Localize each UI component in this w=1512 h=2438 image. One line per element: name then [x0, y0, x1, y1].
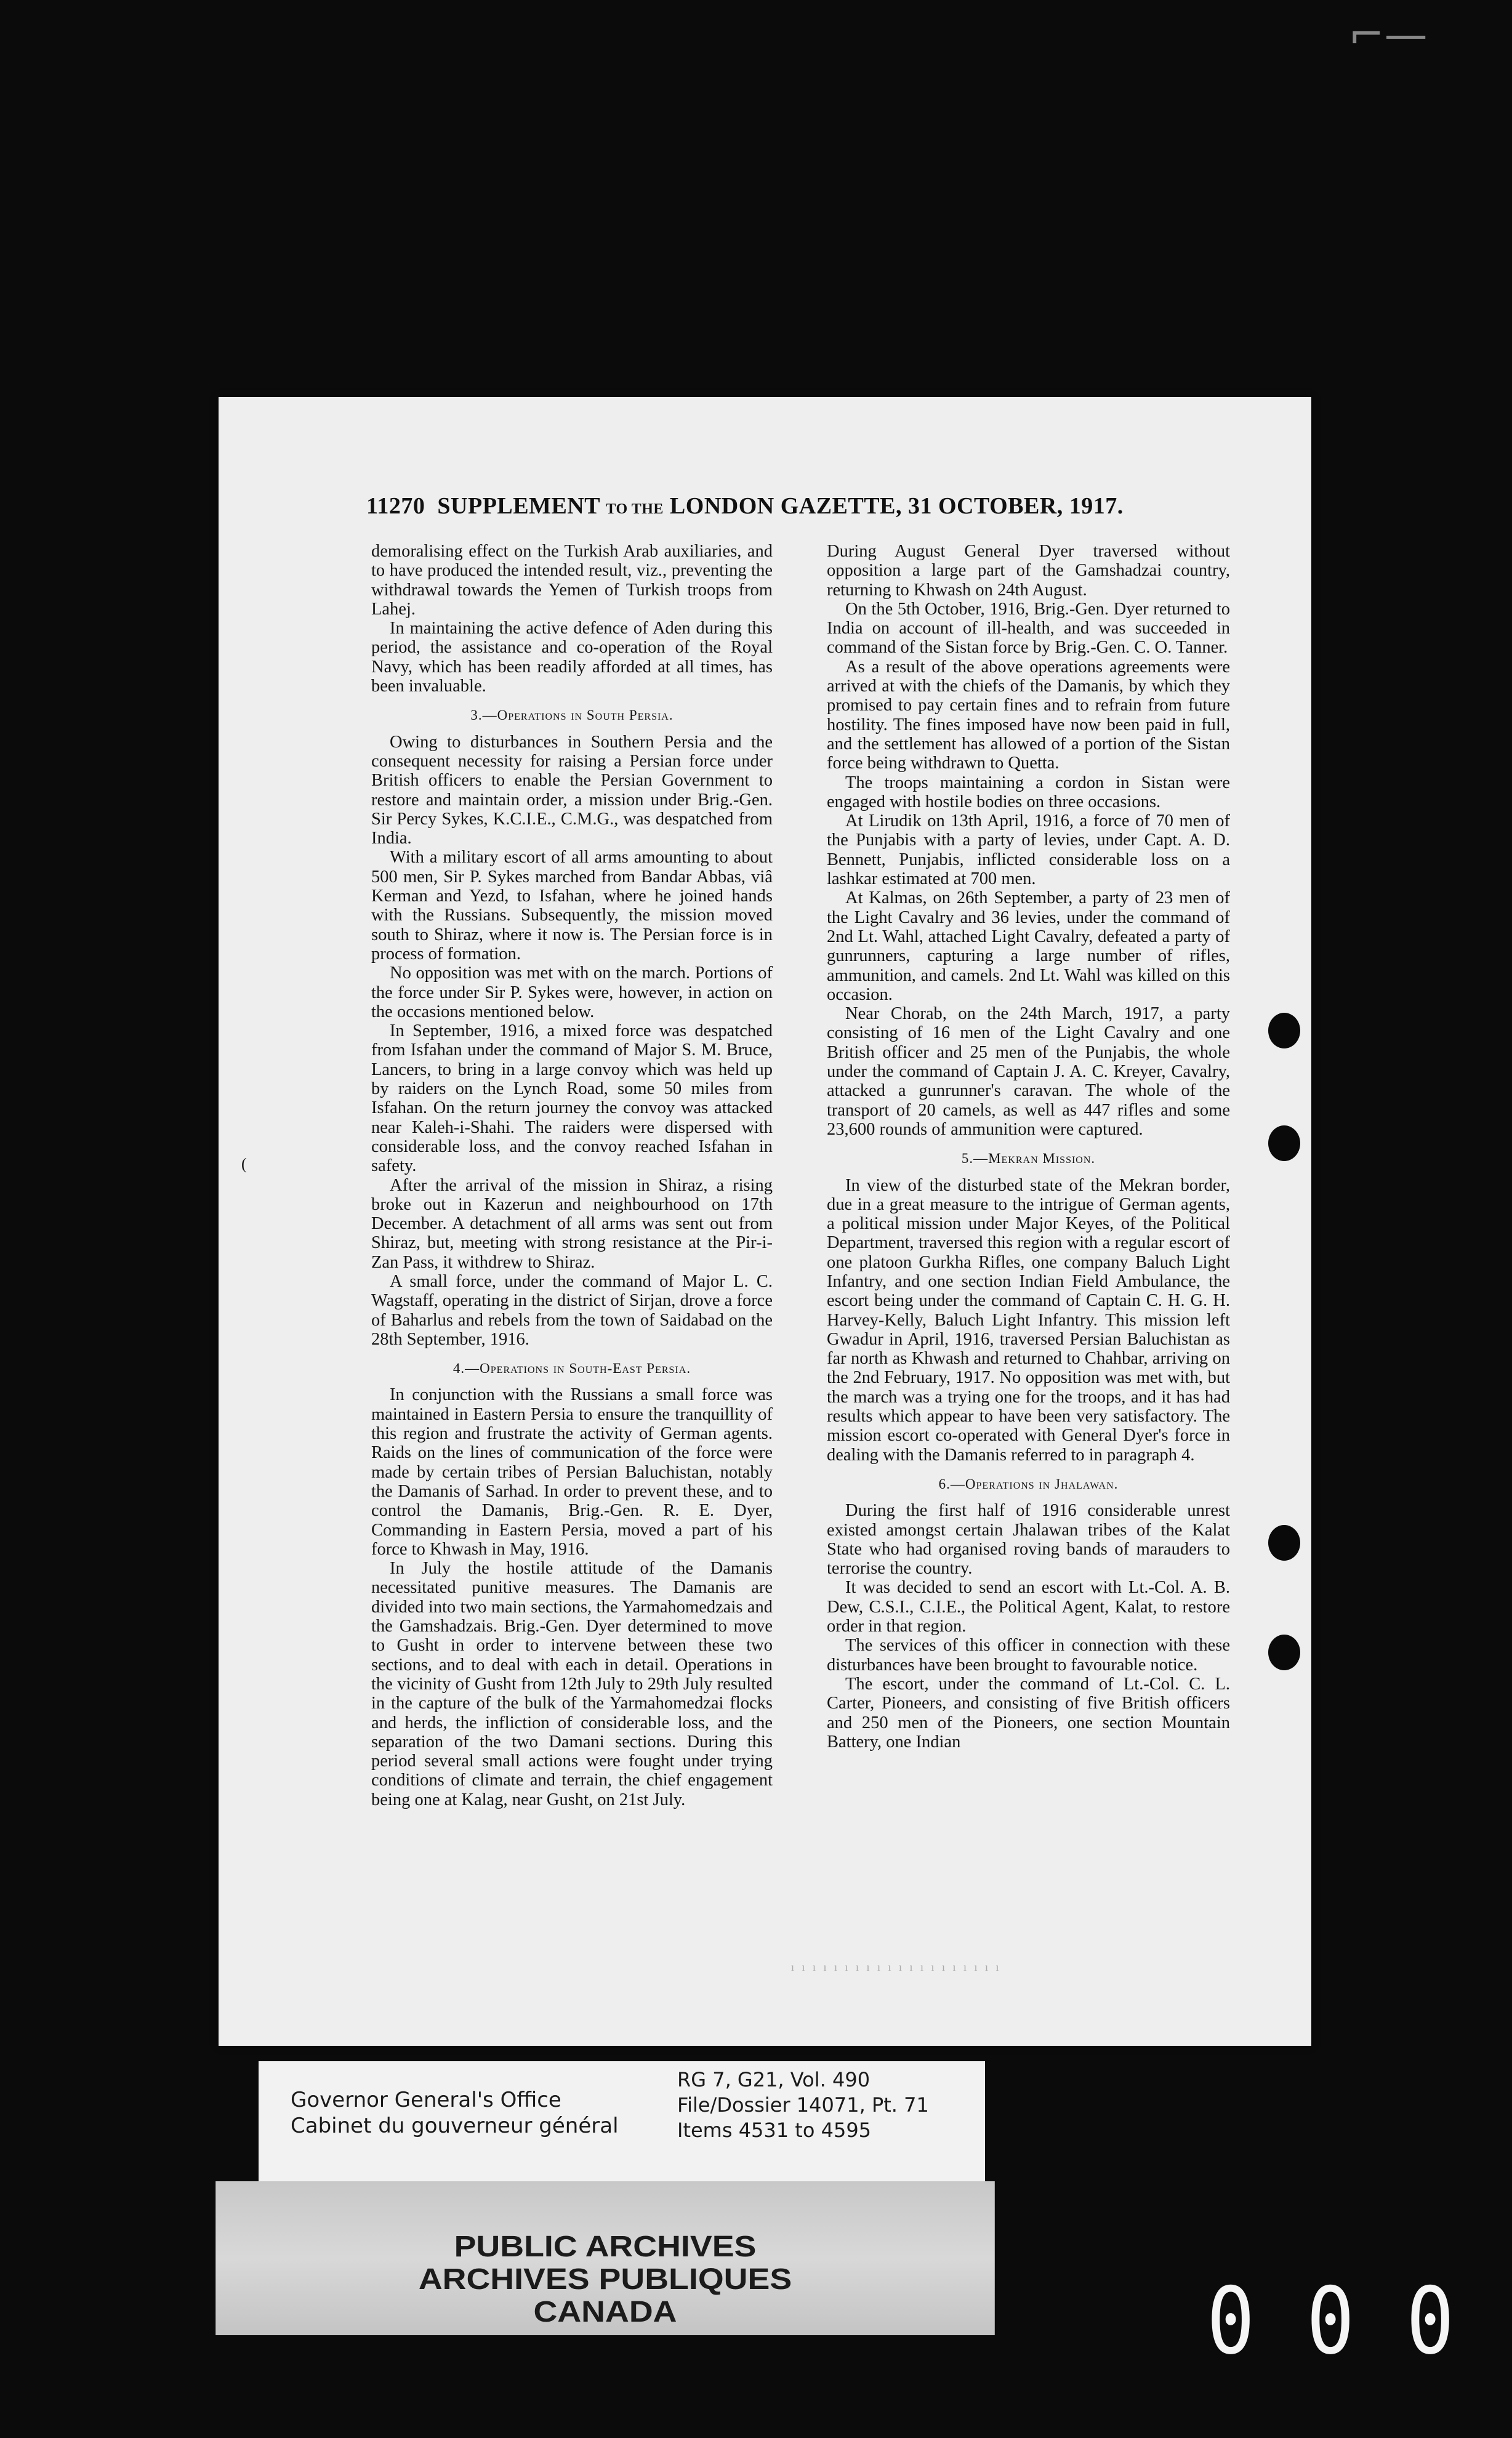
header-gazette: LONDON GAZETTE,	[669, 493, 902, 519]
file-number: File/Dossier 14071, Pt. 71	[677, 2093, 929, 2117]
frame-counter	[1207, 2267, 1490, 2375]
punch-hole	[1268, 1125, 1300, 1161]
archives-country: CANADA	[533, 2296, 677, 2328]
right-column	[827, 542, 1230, 1752]
paragraph: The services of this officer in connection with these disturbances have been brought to favourable notice.	[827, 1636, 1230, 1675]
paragraph: Owing to disturbances in Southern Persia and the consequent necessity for raising a Persian force under British officers to enable the Persian Government to restore and maintain order, a mission under Brig.-Gen. Sir Percy Sykes, K.C.I.E., C.M.G., was despatched from India.	[371, 732, 773, 848]
paragraph: In September, 1916, a mixed force was despatched from Isfahan under the command of Major S. M. Bruce, Lancers, to bring in a large convoy which was held up by raiders on the Lynch Road, some 50 miles from Isfahan. On the return journey the convoy was attacked near Kaleh-i-Shahi. The raiders were dispersed with considerable loss, and the convoy reached Isfahan in safety.	[371, 1021, 773, 1176]
paragraph: In July the hostile attitude of the Damanis necessitated punitive measures. The Damanis are divided into two main sections, the Yarmahomedzais and the Gamshadzais. Brig.-Gen. Dyer determined to move to Gusht in order to intervene between these two sections, and to deal with each in detail. Operations in the vicinity of Gusht from 12th July to 29th July resulted in the capture of the bulk of the Yarmahomedzai flocks and herds, the infliction of considerable loss, and the separation of the two Damani sections. During this period several small actions were fought under trying conditions of climate and terrain, the chief engagement being one at Kalag, near Gusht, on 21st July.	[371, 1559, 773, 1809]
paragraph: Near Chorab, on the 24th March, 1917, a party consisting of 16 men of the Light Cavalry and one British officer and 25 men of the Punjabis, the whole under the command of Captain J. A. C. Kreyer, Cavalry, attacked a gunrunner's caravan. The whole of the transport of 20 camels, as well as 447 rifles and some 23,600 rounds of ammunition were captured.	[827, 1004, 1230, 1139]
gazette-page	[219, 397, 1311, 2046]
paragraph: It was decided to send an escort with Lt.-Col. A. B. Dew, C.S.I., C.I.E., the Political Agent, Kalat, to restore order in that region.	[827, 1578, 1230, 1636]
page-header	[366, 493, 1204, 520]
punch-hole	[1268, 1525, 1300, 1561]
item-range: Items 4531 to 4595	[677, 2118, 872, 2142]
paragraph: In maintaining the active defence of Aden during this period, the assistance and co-operation of the Royal Navy, which has been readily afforded at all times, has been invaluable.	[371, 619, 773, 696]
paragraph: In conjunction with the Russians a small force was maintained in Eastern Persia to ensure the tranquillity of this region and frustrate the activity of German agents. Raids on the lines of communication of the force were made by certain tribes of Persian Baluchistan, notably the Damanis of Sarhad. In order to prevent these, and to control the Damanis, Brig.-Gen. R. E. Dyer, Commanding in Eastern Persia, moved a part of his force to Khwash in May, 1916.	[371, 1385, 773, 1559]
bleed-through-marks: ı ı ı ı ı ı ı ı ı ı ı ı ı ı ı ı ı ı ı ı	[791, 1961, 1002, 1973]
paragraph: The escort, under the command of Lt.-Col. C. L. Carter, Pioneers, and consisting of five British officers and 250 men of the Pioneers, one section Mountain Battery, one Indian	[827, 1674, 1230, 1752]
archive-label-reference	[677, 2067, 929, 2143]
paragraph: The troops maintaining a cordon in Sistan were engaged with hostile bodies on three occasions.	[827, 773, 1230, 811]
frame-digit: 0	[1306, 2267, 1355, 2375]
archives-stamp	[215, 2181, 995, 2335]
paragraph: No opposition was met with on the march. Portions of the force under Sir P. Sykes were, however, in action on the occasions mentioned below.	[371, 964, 773, 1021]
film-corner-mark: ⌐—	[1348, 9, 1428, 60]
frame-digit: 0	[1207, 2267, 1255, 2375]
office-fr: Cabinet du gouverneur général	[291, 2114, 619, 2138]
paragraph: At Lirudik on 13th April, 1916, a force of 70 men of the Punjabis with a party of levies, under Capt. A. D. Bennett, Punjabis, inflicted considerable loss on a lashkar estimated at 700 men.	[827, 811, 1230, 889]
paragraph: A small force, under the command of Major L. C. Wagstaff, operating in the district of Sirjan, drove a force of Baharlus and rebels from the town of Saidabad on the 28th September, 1916.	[371, 1271, 773, 1349]
record-group: RG 7, G21, Vol. 490	[677, 2068, 871, 2091]
left-column	[371, 542, 773, 1809]
archives-en: PUBLIC ARCHIVES	[454, 2231, 757, 2263]
margin-mark: (	[241, 1155, 247, 1173]
paragraph: On the 5th October, 1916, Brig.-Gen. Dyer returned to India on account of ill-health, and was succeeded in command of the Sistan force by Brig.-Gen. C. O. Tanner.	[827, 599, 1230, 658]
paragraph: During the first half of 1916 considerable unrest existed amongst certain Jhalawan tribes of the Kalat State who had organised roving bands of marauders to terrorise the country.	[827, 1501, 1230, 1579]
paragraph: As a result of the above operations agreements were arrived at with the chiefs of the Damanis, by which they promised to pay certain fines and to refrain from future hostility. The fines imposed have now been paid in full, and the settlement has allowed of a portion of the Sistan force being withdrawn to Quetta.	[827, 657, 1230, 773]
archive-label	[259, 2061, 985, 2181]
paragraph: In view of the disturbed state of the Mekran border, due in a great measure to the intrigue of German agents, a political mission under Major Keyes, of the Political Department, traversed this region with a regular escort of one platoon Gurkha Rifles, one company Baluch Light Infantry, and one section Indian Field Ambulance, the escort being under the command of Captain C. H. G. H. Harvey-Kelly, Baluch Light Infantry. This mission left Gwadur in April, 1916, traversed Persian Baluchistan as far north as Khwash and returned to Chahbar, arriving on the 2nd February, 1917. No opposition was met with, but the march was a trying one for the troops, and it has had results which appear to have been very satisfactory. The mission escort co-operated with General Dyer's force in dealing with the Damanis referred to in paragraph 4.	[827, 1175, 1230, 1465]
paragraph: demoralising effect on the Turkish Arab auxiliaries, and to have produced the intended result, viz., preventing the withdrawal towards the Yemen of Turkish troops from Lahej.	[371, 542, 773, 619]
paragraph: At Kalmas, on 26th September, a party of 23 men of the Light Cavalry and 36 levies, under the command of 2nd Lt. Wahl, attached Light Cavalry, defeated a party of gunrunners, capturing a large number of rifles, ammunition, and camels. 2nd Lt. Wahl was killed on this occasion.	[827, 888, 1230, 1004]
office-en: Governor General's Office	[291, 2088, 561, 2112]
paragraph: After the arrival of the mission in Shiraz, a rising broke out in Kazerun and neighbourhood on 17th December. A detachment of all arms was sent out from Shiraz, but, meeting with strong resistance at the Pir-i-Zan Pass, it withdrew to Shiraz.	[371, 1175, 773, 1272]
paragraph: During August General Dyer traversed without opposition a large part of the Gamshadzai country, returning to Khwash on 24th August.	[827, 542, 1230, 600]
punch-hole	[1268, 1635, 1300, 1670]
frame-digit: 0	[1406, 2267, 1455, 2375]
page-number: 11270	[366, 493, 425, 519]
archives-fr: ARCHIVES PUBLIQUES	[418, 2263, 792, 2296]
section-heading: 5.—Mekran Mission.	[961, 1151, 1096, 1167]
section-heading: 6.—Operations in Jhalawan.	[938, 1476, 1119, 1492]
punch-hole	[1268, 1013, 1300, 1048]
section-heading: 4.—Operations in South-East Persia.	[452, 1361, 691, 1377]
header-supplement: SUPPLEMENT	[437, 493, 600, 519]
header-date: 31 OCTOBER, 1917.	[907, 493, 1124, 519]
section-heading: 3.—Operations in South Persia.	[470, 707, 674, 723]
paragraph: With a military escort of all arms amounting to about 500 men, Sir P. Sykes marched from Bandar Abbas, viâ Kerman and Yezd, to Isfahan, where he joined hands with the Russians. Subsequently, the mission moved south to Shiraz, where it now is. The Persian force is in process of formation.	[371, 848, 773, 964]
archive-label-office	[291, 2087, 619, 2139]
header-to-the: TO THE	[606, 501, 664, 517]
